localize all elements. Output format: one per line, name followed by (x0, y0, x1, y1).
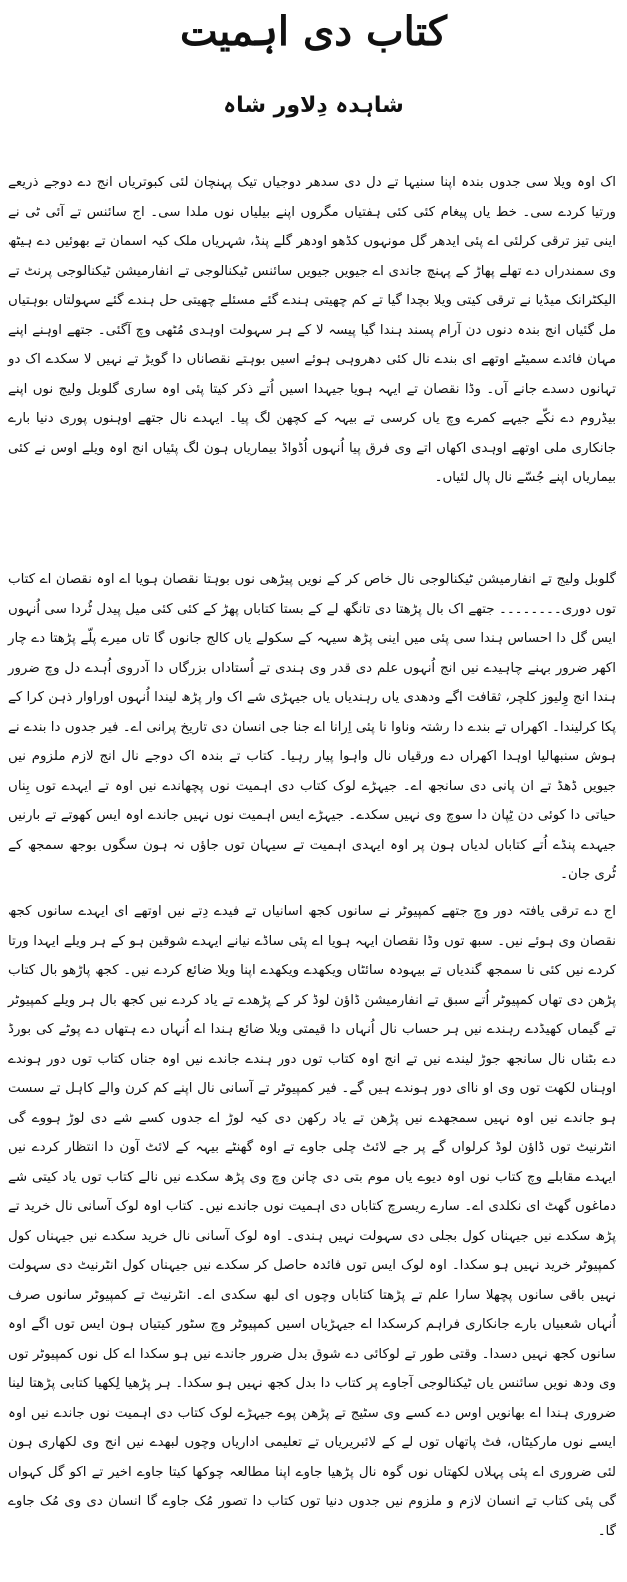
article-paragraph-1: اک اوہ ویلا سی جدوں بندہ اپنا سنیہا تے دل دی سدھر دوجیاں تیک پہنچان لئی کبوتریاں انج دے دوجے ذریعے ورتیا کردے سی۔ خط یاں پیغام کئی کئی ہفتیاں مگروں اپنے بیلیاں نوں ملدا سی۔ اج سائنس تے آئی ٹی نے اینی تیز ترقی کرلئی اے پئی ایدھر گل مونہوں کڈھو اودھر گلے پنڈ، شہریاں ملک کیہ اسمان تے بھوئیں دے ہیٹھ وی سمندراں دے تھلے پھاڑ کے پہنچ جاندی اے جیویں جیویں سائنس ٹیکنالوجی تے انفارمیشن ٹیکنالوجی پرنٹ تے الیکٹرانک میڈیا نے ترقی کیتی ویلا بچدا گیا تے کم چھیتی ہندے گئے مسئلے چھیتی حل ہندے گئے سہولتاں بوہتیاں مل گئیاں انج بندہ دنوں دن آرام پسند ہندا گیا پیسہ لا کے ہر سہولت اوہدی مُٹھی وچ آگئی۔ جتھے اوہنے اپنے مہان فائدے سمیٹے اوتھے ای بندے نال کئی دھروہی ہوئے اسیں بوہتے نقصاناں دا گویڑ تے نہیں لا سکدے اک دو تہانوں دسدے جانے آں۔ وڈا نقصان تے ایہہ ہویا جیہدا اسیں اُتے ذکر کیتا پئی اوہ ساری گلوبل ولیج نوں اپنے بیڈروم دے نکّے جیہے کمرے وچ یاں کرسی تے بیہہ کے کچھن لگ پیا۔ ایہدے نال جتھے اوہنوں پوری دنیا بارے جانکاری ملی اوتھے اوہدی اکھاں اتے وی فرق پیا اُنہوں اُڈواڈ بیماریاں ہون لگ پئیاں انج اوہ ویلے اوس نے کئی بیماریاں اپنے جُسّے نال پال لئیاں۔ (8, 175, 616, 485)
article-title: کتاب دی اہمیت (180, 8, 447, 55)
article-paragraph-3: اج دے ترقی یافتہ دور وچ جتھے کمپیوٹر نے سانوں کجھ اسانیاں تے فیدے دِتے نیں اوتھے ای ایہدے سانوں کجھ نقصان وی ہوئے نیں۔ سبھ توں وڈا نقصان ایہہ ہویا اے پئی ساڈے نیانے ایہدے شوقین ہو کے ہر ویلے ایہدا ورتا کردے نیں کئی نا سمجھ گندیاں تے بیہودہ سائٹاں ویکھدے ویکھدے اپنا ویلا ضائع کردے نیں۔ کجھ پاڑھو بال کتاب پڑھن دی تھاں کمپیوٹر اُتے سبق تے انفارمیشن ڈاؤن لوڈ کر کے پڑھدے تے یاد کردے نیں کجھ بال ہر ویلے کمپیوٹر تے گیماں کھیڈدے رہندے نیں ہر حساب نال اُنہاں دا قیمتی ویلا ضائع ہندا اے اُنہاں دے ہتھاں دے پوٹے کی بورڈ دے بٹناں نال سانجھ جوڑ لیندے نیں تے انج اوہ کتاب توں دور ہندے جاندے نیں اوہ جناں کتاب توں دور ہوندے اوہناں لکھت توں وی او ناای دور ہوندے ہیں گے۔ فیر کمپیوٹر تے آسانی نال اپنے کم کرن والے کاہل تے سست ہو جاندے نیں اوہ نہیں سمجھدے نیں پڑھن تے یاد رکھن دی کیہ لوڑ اے جدوں کسے شے دی لوڑ ہووے گی انٹرنیٹ توں ڈاؤن لوڈ کرلواں گے پر جے لائٹ چلی جاوے تے اوہ گھنٹے بیہہ کے لائٹ آون دا انتظار کردے نیں ایہدے مقابلے وچ کتاب نوں اوہ دیوے یاں موم بتی دی چانن وچ وی پڑھ سکدے نیں نالے کتاب توں یاد کیتی شے دماغوں گھٹ ای نکلدی اے۔ سارے ریسرچ کتاباں دی اہمیت نوں جاندے نیں۔ کتاب اوہ لوک آسانی نال خرید تے پڑھ سکدے نیں جیہناں کول بجلی دی سہولت نہیں ہندی۔ اوہ لوک آسانی نال خرید سکدے نیں جیہناں کول کمپیوٹر خرید نہیں ہو سکدا۔ اوہ لوک ایس توں فائدہ حاصل کر سکدے نیں جیہناں کول انٹرنیٹ دی سہولت نہیں باقی سانوں پچھلا سارا علم تے پڑھتا کتاباں وچوں ای لبھ سکدی اے۔ انٹرنیٹ تے کمپیوٹر سانوں صرف اُنہاں شعبیاں بارے جانکاری فراہم کرسکدا اے جیہڑیاں اسیں کمپیوٹر وچ سٹور کیتیاں ہون ایس توں اگے اوہ سانوں کجھ نہیں دسدا۔ وقتی طور تے لوکائی دے شوق بدل ضرور جاندے نیں ہو سکدا اے کل نوں کمپیوٹر توں وی ودھ نویں سائنس یاں ٹیکنالوجی آجاوے پر کتاب دا بدل کجھ نہیں ہو سکدا۔ ہر پڑھیا لِکھیا کتابی پڑھتا لینا ضروری ہندا اے بھانویں اوس دے کسے وی سٹیج تے پڑھن پوے جیہڑے لوک کتاب دی اہمیت نوں جاندے نیں اوہ ایسے نوں مارکیٹاں، فٹ پاتھاں توں لے کے لائبریریاں تے تعلیمی اداریاں وچوں لبھدے نیں انج وی لکھاری ہون لئی ضروری اے پئی پہلاں لکھتاں نوں گوہ نال پڑھیا جاوے اپنا مطالعہ چوکھا کیتا جاوے اخیر تے اکو گل کہواں گی پئی کتاب تے انسان لازم و ملزوم نیں جدوں دنیا توں کتاب دا تصور مُک جاوے گا انسان دی وی مُک جاوے گا۔ (8, 904, 616, 1539)
article-author: شاہدہ دِلاور شاہ (223, 93, 404, 118)
article-paragraph-2: گلوبل ولیج تے انفارمیشن ٹیکنالوجی نال خاص کر کے نویں پیڑھی نوں بوہتا نقصان ہویا اے اوہ نقصان اے کتاب توں دوری۔۔۔۔۔۔۔۔ جتھے اک بال پڑھتا دی تانگھ لے کے بستا کتاباں پھڑ کے کئی کئی میل پیدل ٹُردا سی اُنہوں ایس گل دا احساس ہندا سی پئی میں اینی پڑھ سیہہ کے سکولے یاں کالج جانوں گا تاں میرے پلّے پڑھتا دے چار اکھر ضرور بہنے چاہیدے نیں انج اُنہوں علم دی قدر وی ہندی تے اُستاداں بزرگاں دا آدروی اُہدے دل وچ ضرور ہندا انج وِلیوز کلچر، ثقافت اگے ودھدی یاں رہندیاں یاں جیہڑی شے اک وار پڑھ لیندا اُنہوں اوراوار ذہن کرا کے پکا کرلیندا۔ اکھراں تے بندے دا رشتہ وناوا نا پئی اِرانا اے جنا جی انسان دی تاریخ پرانی اے۔ فیر جدوں دا بندے نے ہوش سنبھالیا اوہدا اکھراں دے ورقیاں نال واہوا پیار رہیا۔ کتاب تے بندہ اک دوجے نال انج لازم ملزوم نیں جیویں ڈھڈ تے ان پانی دی سانجھ اے۔ جیہڑے لوک کتاب دی اہمیت نوں پچھاندے نیں اوہ تے ایہدے توں بِناں حیاتی دا کوئی دن ٹِپان دا سوچ وی نہیں سکدے۔ جیہڑے ایس اہمیت نوں نہیں جاندے اوہ ایس کھوتے تے بارنیں جیہدے پنڈے اُتے کتاباں لدیاں ہون پر اوہ ایہدی اہمیت تے سیہان توں جاؤں نہ ہون سگوں بوجھ سمجھ کے ٹُری جان۔ (8, 572, 616, 882)
